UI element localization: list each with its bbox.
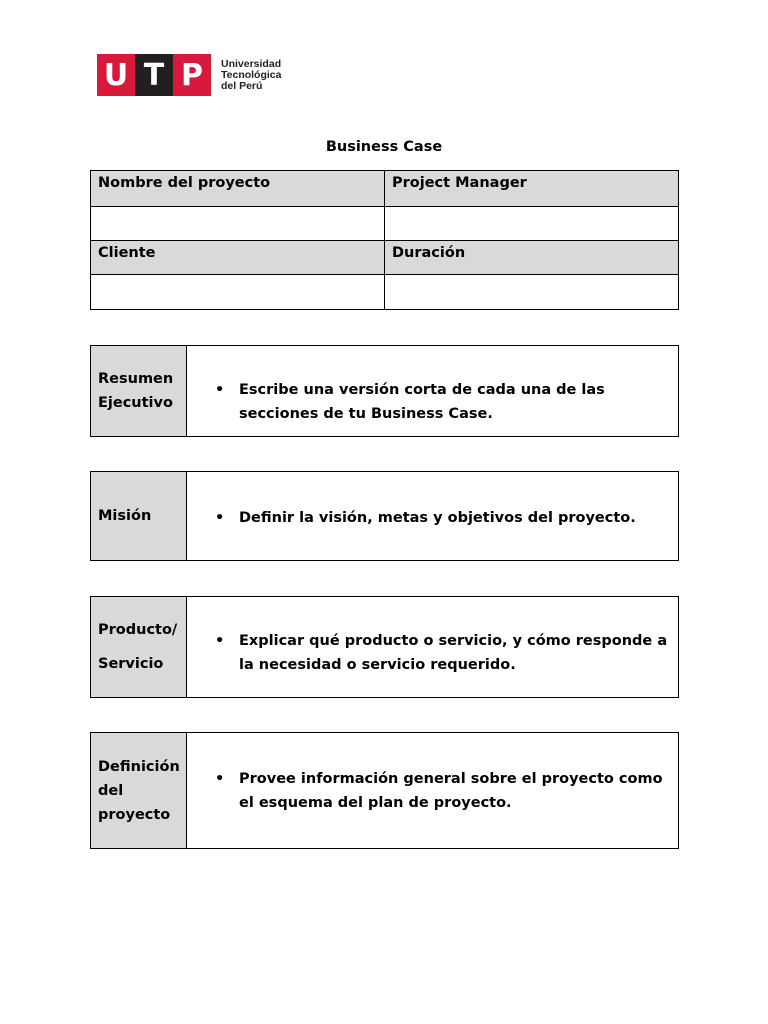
project-name-header: Nombre del proyecto	[91, 171, 385, 207]
section-content	[187, 733, 678, 848]
bullet-icon: •	[215, 771, 225, 787]
section-text: Explicar qué producto o servicio, y cómo responde a la necesidad o servicio requerido.	[239, 633, 668, 673]
section-content	[187, 346, 678, 436]
section-label	[91, 472, 187, 560]
project-manager-cell[interactable]	[385, 207, 679, 241]
section-label	[91, 346, 187, 436]
section-definicion-proyecto	[90, 732, 679, 849]
section-text: Escribe una versión corta de cada una de las secciones de tu Business Case.	[239, 382, 605, 422]
logo-letter-t: T	[135, 54, 173, 96]
logo-line-2: Tecnológica	[221, 68, 282, 81]
label-line: proyecto	[98, 806, 171, 823]
bullet-icon: •	[215, 510, 225, 526]
duration-cell[interactable]	[385, 275, 679, 310]
project-name-cell[interactable]	[91, 207, 385, 241]
logo-line-3: del Perú	[221, 79, 263, 92]
section-mision	[90, 471, 679, 561]
project-manager-header: Project Manager	[385, 171, 679, 207]
section-text: Provee información general sobre el proyecto como el esquema del plan de proyecto.	[239, 771, 663, 811]
section-text: Definir la visión, metas y objetivos del proyecto.	[239, 510, 636, 526]
client-header: Cliente	[91, 241, 385, 275]
section-producto-servicio	[90, 596, 679, 698]
label-line: Definición	[98, 758, 180, 775]
section-content	[187, 472, 678, 560]
logo-line-1: Universidad	[221, 57, 282, 70]
bullet-icon: •	[215, 633, 225, 649]
section-label	[91, 733, 187, 848]
logo-letter-p: P	[173, 54, 211, 96]
label-line: Servicio	[98, 656, 164, 672]
label-line: Resumen	[98, 371, 174, 387]
section-resumen-ejecutivo	[90, 345, 679, 437]
bullet-icon: •	[215, 382, 225, 398]
label-line: Ejecutivo	[98, 395, 173, 411]
logo-university-name	[221, 59, 281, 92]
label-line: del	[98, 782, 124, 799]
page-title: Business Case	[325, 139, 443, 155]
duration-header: Duración	[385, 241, 679, 275]
client-cell[interactable]	[91, 275, 385, 310]
section-label	[91, 597, 187, 697]
project-info-table	[90, 170, 679, 310]
section-content	[187, 597, 678, 697]
label-line: Misión	[98, 508, 152, 524]
logo-letter-u: U	[97, 54, 135, 96]
label-line: Producto/	[98, 622, 178, 638]
utp-logo	[97, 54, 281, 96]
